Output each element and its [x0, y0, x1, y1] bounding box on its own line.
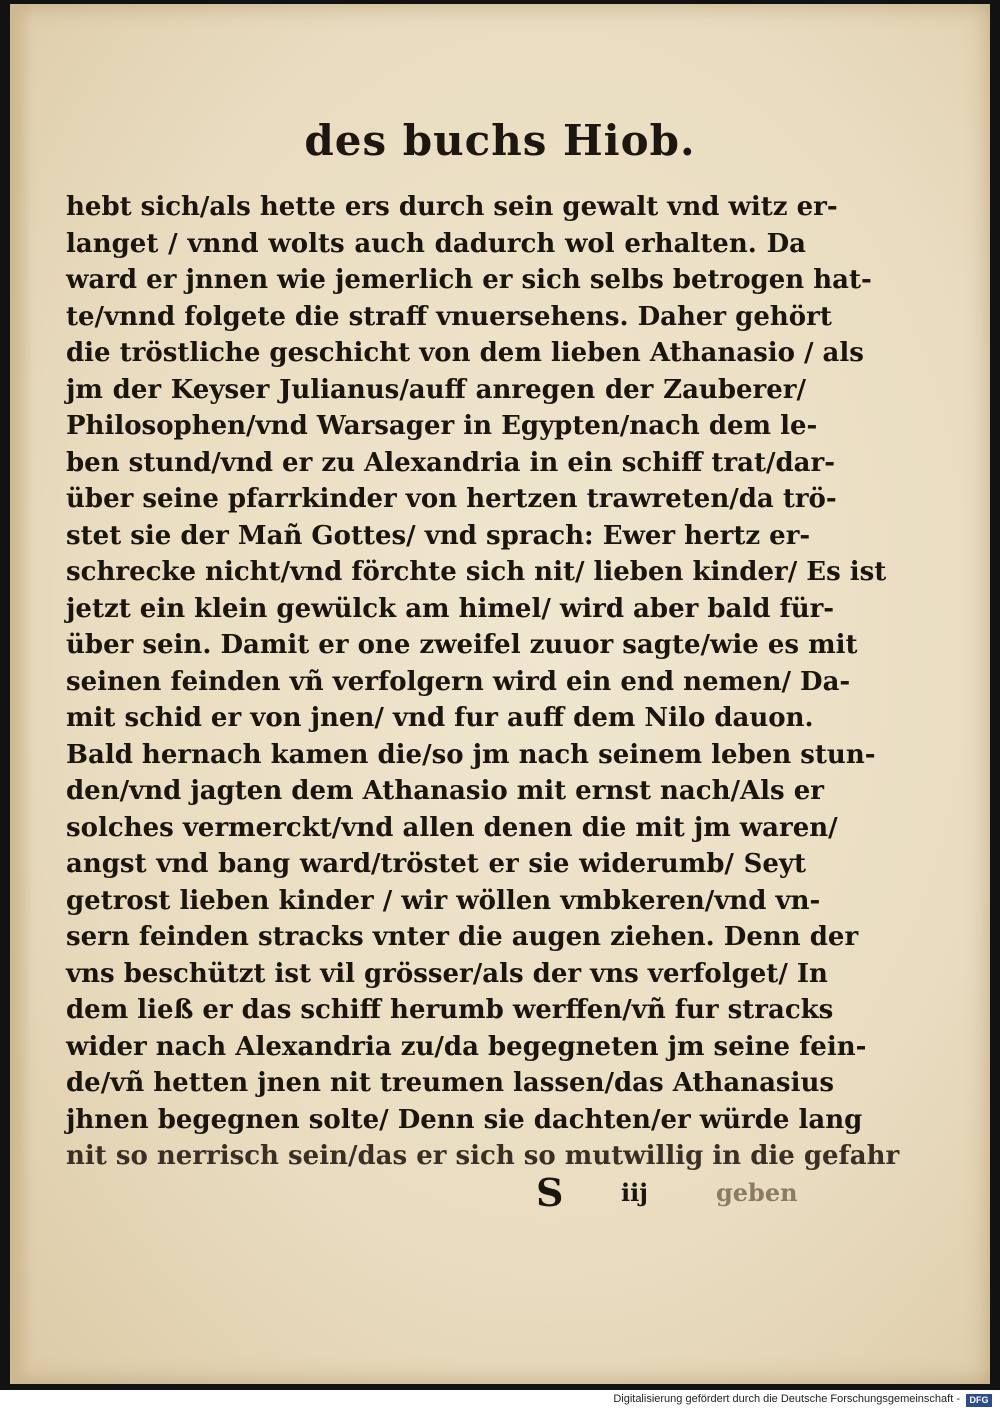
text-line: nit so nerrisch sein/das er sich so mutwillig in die gefahr	[66, 1141, 900, 1171]
text-line: langet / vnnd wolts auch dadurch wol erhalten. Da	[66, 228, 806, 259]
text-line: jm der Keyser Julianus/auff anregen der Zauberer/	[66, 374, 806, 405]
text-line: wider nach Alexandria zu/da begegneten jm seine fein-	[66, 1031, 867, 1062]
text-line: Bald hernach kamen die/so jm nach seinem leben stun-	[66, 739, 876, 770]
text-line: vns beschützt ist vil grösser/als der vns verfolget/ In	[66, 958, 828, 989]
text-line: hebt sich/als hette ers durch sein gewalt vnd witz er-	[66, 192, 838, 222]
page-edge-shadow	[10, 4, 32, 1384]
dfg-logo-icon: DFG	[966, 1394, 992, 1407]
text-line: schrecke nicht/vnd förchte sich nit/ lieben kinder/ Es ist	[66, 557, 887, 587]
funding-credit: Digitalisierung gefördert durch die Deutsche Forschungsgemeinschaft -	[613, 1393, 960, 1405]
text-line: den/vnd jagten dem Athanasio mit ernst nach/Als er	[66, 776, 824, 806]
text-line: de/vñ hetten jnen nit treumen lassen/das Athanasius	[66, 1068, 834, 1098]
text-line: die tröstliche geschicht von dem lieben Athanasio / als	[66, 338, 864, 368]
text-line: ben stund/vnd er zu Alexandria in ein schiff trat/dar-	[66, 447, 835, 478]
text-line: über sein. Damit er one zweifel zuuor sagte/wie es mit	[66, 630, 858, 660]
running-head: des buchs Hiob.	[304, 116, 696, 165]
signature-mark: S	[536, 1170, 564, 1215]
text-line: jetzt ein klein gewülck am himel/ wird aber bald für-	[66, 593, 835, 624]
catchword: geben	[716, 1178, 798, 1207]
text-line: Philosophen/vnd Warsager in Egypten/nach dem le-	[66, 411, 818, 441]
text-line: mit schid er von jnen/ vnd fur auff dem Nilo dauon.	[66, 703, 814, 733]
signature-number: iij	[621, 1178, 648, 1207]
text-line: ward er jnnen wie jemerlich er sich selbs betrogen hat-	[66, 265, 872, 295]
text-block	[66, 189, 900, 1175]
text-line: stet sie der Mañ Gottes/ vnd sprach: Ewer hertz er-	[66, 520, 811, 551]
credit-bar	[0, 1390, 1000, 1411]
text-line: über seine pfarrkinder von hertzen trawreten/da trö-	[66, 484, 837, 514]
text-line: getrost lieben kinder / wir wöllen vmbkeren/vnd vn-	[66, 885, 821, 916]
text-line: dem ließ er das schiff herumb werffen/vñ fur stracks	[66, 995, 834, 1025]
page-footer	[66, 1170, 806, 1215]
text-line: jhnen begegnen solte/ Denn sie dachten/er würde lang	[66, 1104, 863, 1135]
text-line: angst vnd bang ward/tröstet er sie widerumb/ Seyt	[66, 849, 806, 879]
book-page	[10, 4, 990, 1384]
text-line: seinen feinden vñ verfolgern wird ein end nemen/ Da-	[66, 666, 851, 697]
text-line: sern feinden stracks vnter die augen ziehen. Denn der	[66, 922, 859, 952]
text-line: solches vermerckt/vnd allen denen die mit jm waren/	[66, 812, 838, 843]
text-line: te/vnnd folgete die straff vnuersehens. Daher gehört	[66, 301, 832, 332]
